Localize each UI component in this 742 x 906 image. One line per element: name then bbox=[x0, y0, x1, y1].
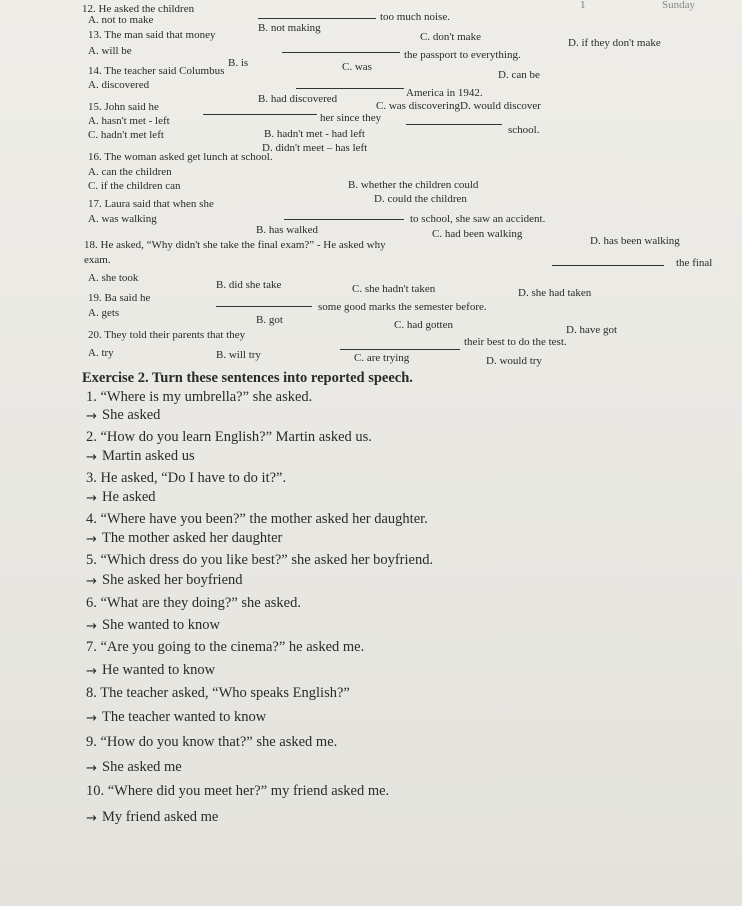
exercise-answer-prompt: She wanted to know bbox=[102, 617, 220, 633]
option-d: D. she had taken bbox=[518, 287, 592, 299]
question-stem-end: the passport to everything. bbox=[404, 49, 521, 61]
exercise-question: 6. “What are they doing?” she asked. bbox=[86, 595, 301, 611]
option-b: B. whether the children could bbox=[348, 179, 479, 191]
question-stem: 14. The teacher said Columbus bbox=[88, 65, 225, 77]
question-stem-end: to school, she saw an accident. bbox=[410, 213, 546, 225]
answer-blank bbox=[216, 306, 312, 307]
corner-mark: 1 bbox=[580, 0, 586, 11]
question-stem-end: some good marks the semester before. bbox=[318, 301, 487, 313]
question-stem: 20. They told their parents that they bbox=[88, 329, 246, 341]
arrow-right-icon: → bbox=[86, 664, 97, 679]
exercise-question: 7. “Are you going to the cinema?” he asked me. bbox=[86, 639, 365, 655]
option-a: A. hasn't met - left bbox=[88, 115, 170, 127]
exercise-answer-prompt: She asked bbox=[102, 407, 161, 423]
answer-blank bbox=[340, 349, 460, 350]
exercise-question: 10. “Where did you meet her?” my friend asked me. bbox=[86, 783, 390, 799]
option-d: D. would try bbox=[486, 355, 542, 367]
option-c: C. are trying bbox=[354, 352, 410, 364]
question-stem-end: America in 1942. bbox=[406, 87, 483, 99]
exercise-answer-prompt: She asked me bbox=[102, 759, 182, 775]
option-d: D. has been walking bbox=[590, 235, 680, 247]
answer-blank bbox=[284, 219, 404, 220]
option-b: B. not making bbox=[258, 22, 321, 34]
option-a: A. gets bbox=[88, 307, 120, 319]
option-a: A. try bbox=[88, 347, 114, 359]
option-d: D. have got bbox=[566, 324, 618, 336]
answer-blank bbox=[406, 124, 502, 125]
option-a: A. she took bbox=[88, 272, 139, 284]
option-b: B. did she take bbox=[216, 279, 282, 291]
option-c: C. was bbox=[342, 61, 372, 73]
question-stem: 13. The man said that money bbox=[88, 29, 216, 41]
exercise-question: 4. “Where have you been?” the mother asked her daughter. bbox=[86, 511, 428, 527]
arrow-right-icon: → bbox=[86, 711, 97, 726]
option-c: C. if the children can bbox=[88, 180, 181, 192]
answer-blank bbox=[282, 52, 400, 53]
question-stem-end: their best to do the test. bbox=[464, 336, 567, 348]
option-c: C. hadn't met left bbox=[88, 129, 164, 141]
answer-blank bbox=[203, 114, 317, 115]
option-b: B. had discovered bbox=[258, 93, 338, 105]
option-c: C. don't make bbox=[420, 31, 481, 43]
arrow-right-icon: → bbox=[86, 619, 97, 634]
arrow-right-icon: → bbox=[86, 574, 97, 589]
option-b: B. hadn't met - had left bbox=[264, 128, 365, 140]
exercise-answer-prompt: The teacher wanted to know bbox=[102, 709, 267, 725]
arrow-right-icon: → bbox=[86, 409, 97, 424]
exercise-title: Exercise 2. Turn these sentences into reported speech. bbox=[82, 370, 413, 386]
option-d: D. if they don't make bbox=[568, 37, 661, 49]
answer-blank bbox=[258, 18, 376, 19]
exercise-answer-prompt: The mother asked her daughter bbox=[102, 530, 283, 546]
arrow-right-icon: → bbox=[86, 532, 97, 547]
exercise-answer-prompt: He asked bbox=[102, 489, 156, 505]
question-stem: 15. John said he bbox=[88, 101, 159, 113]
option-c: C. had been walking bbox=[432, 228, 523, 240]
exercise-question: 2. “How do you learn English?” Martin asked us. bbox=[86, 429, 372, 445]
option-b: B. has walked bbox=[256, 224, 319, 236]
answer-blank bbox=[296, 88, 404, 89]
option-d: D. can be bbox=[498, 69, 540, 81]
question-stem: 12. He asked the children bbox=[82, 3, 195, 15]
exercise-answer-prompt: My friend asked me bbox=[102, 809, 219, 825]
exercise-question: 3. He asked, “Do I have to do it?”. bbox=[86, 470, 287, 486]
option-c: C. was discoveringD. would discover bbox=[376, 100, 541, 112]
option-b: B. will try bbox=[216, 349, 261, 361]
option-a: A. will be bbox=[88, 45, 132, 57]
question-stem: 17. Laura said that when she bbox=[88, 198, 214, 210]
exercise-question: 1. “Where is my umbrella?” she asked. bbox=[86, 389, 313, 405]
option-a: A. can the children bbox=[88, 166, 172, 178]
option-b: B. is bbox=[228, 57, 249, 69]
exercise-question: 5. “Which dress do you like best?” she asked her boyfriend. bbox=[86, 552, 434, 568]
option-c: C. she hadn't taken bbox=[352, 283, 436, 295]
arrow-right-icon: → bbox=[86, 811, 97, 826]
answer-blank bbox=[552, 265, 664, 266]
arrow-right-icon: → bbox=[86, 761, 97, 776]
exercise-answer-prompt: She asked her boyfriend bbox=[102, 572, 243, 588]
question-stem-end: too much noise. bbox=[380, 11, 450, 23]
question-stem: 18. He asked, “Why didn't she take the final exam?” - He asked why bbox=[84, 239, 386, 251]
arrow-right-icon: → bbox=[86, 450, 97, 465]
exercise-answer-prompt: Martin asked us bbox=[102, 448, 195, 464]
exercise-answer-prompt: He wanted to know bbox=[102, 662, 216, 678]
question-stem-exam: exam. bbox=[84, 254, 111, 266]
option-d: D. didn't meet – has left bbox=[262, 142, 368, 154]
question-stem: 16. The woman asked get lunch at school. bbox=[88, 151, 273, 163]
question-stem-end: school. bbox=[508, 124, 540, 136]
question-stem: 19. Ba said he bbox=[88, 292, 151, 304]
exercise-question: 9. “How do you know that?” she asked me. bbox=[86, 734, 338, 750]
option-a: A. discovered bbox=[88, 79, 150, 91]
question-stem-middle: her since they bbox=[320, 112, 382, 124]
exercise-question: 8. The teacher asked, “Who speaks English?” bbox=[86, 685, 350, 701]
option-c: C. had gotten bbox=[394, 319, 453, 331]
option-a: A. not to make bbox=[88, 14, 154, 26]
arrow-right-icon: → bbox=[86, 491, 97, 506]
option-a: A. was walking bbox=[88, 213, 157, 225]
corner-day: Sunday bbox=[662, 0, 695, 11]
option-b: B. got bbox=[256, 314, 283, 326]
question-stem-end: the final bbox=[676, 257, 713, 269]
option-d: D. could the children bbox=[374, 193, 467, 205]
